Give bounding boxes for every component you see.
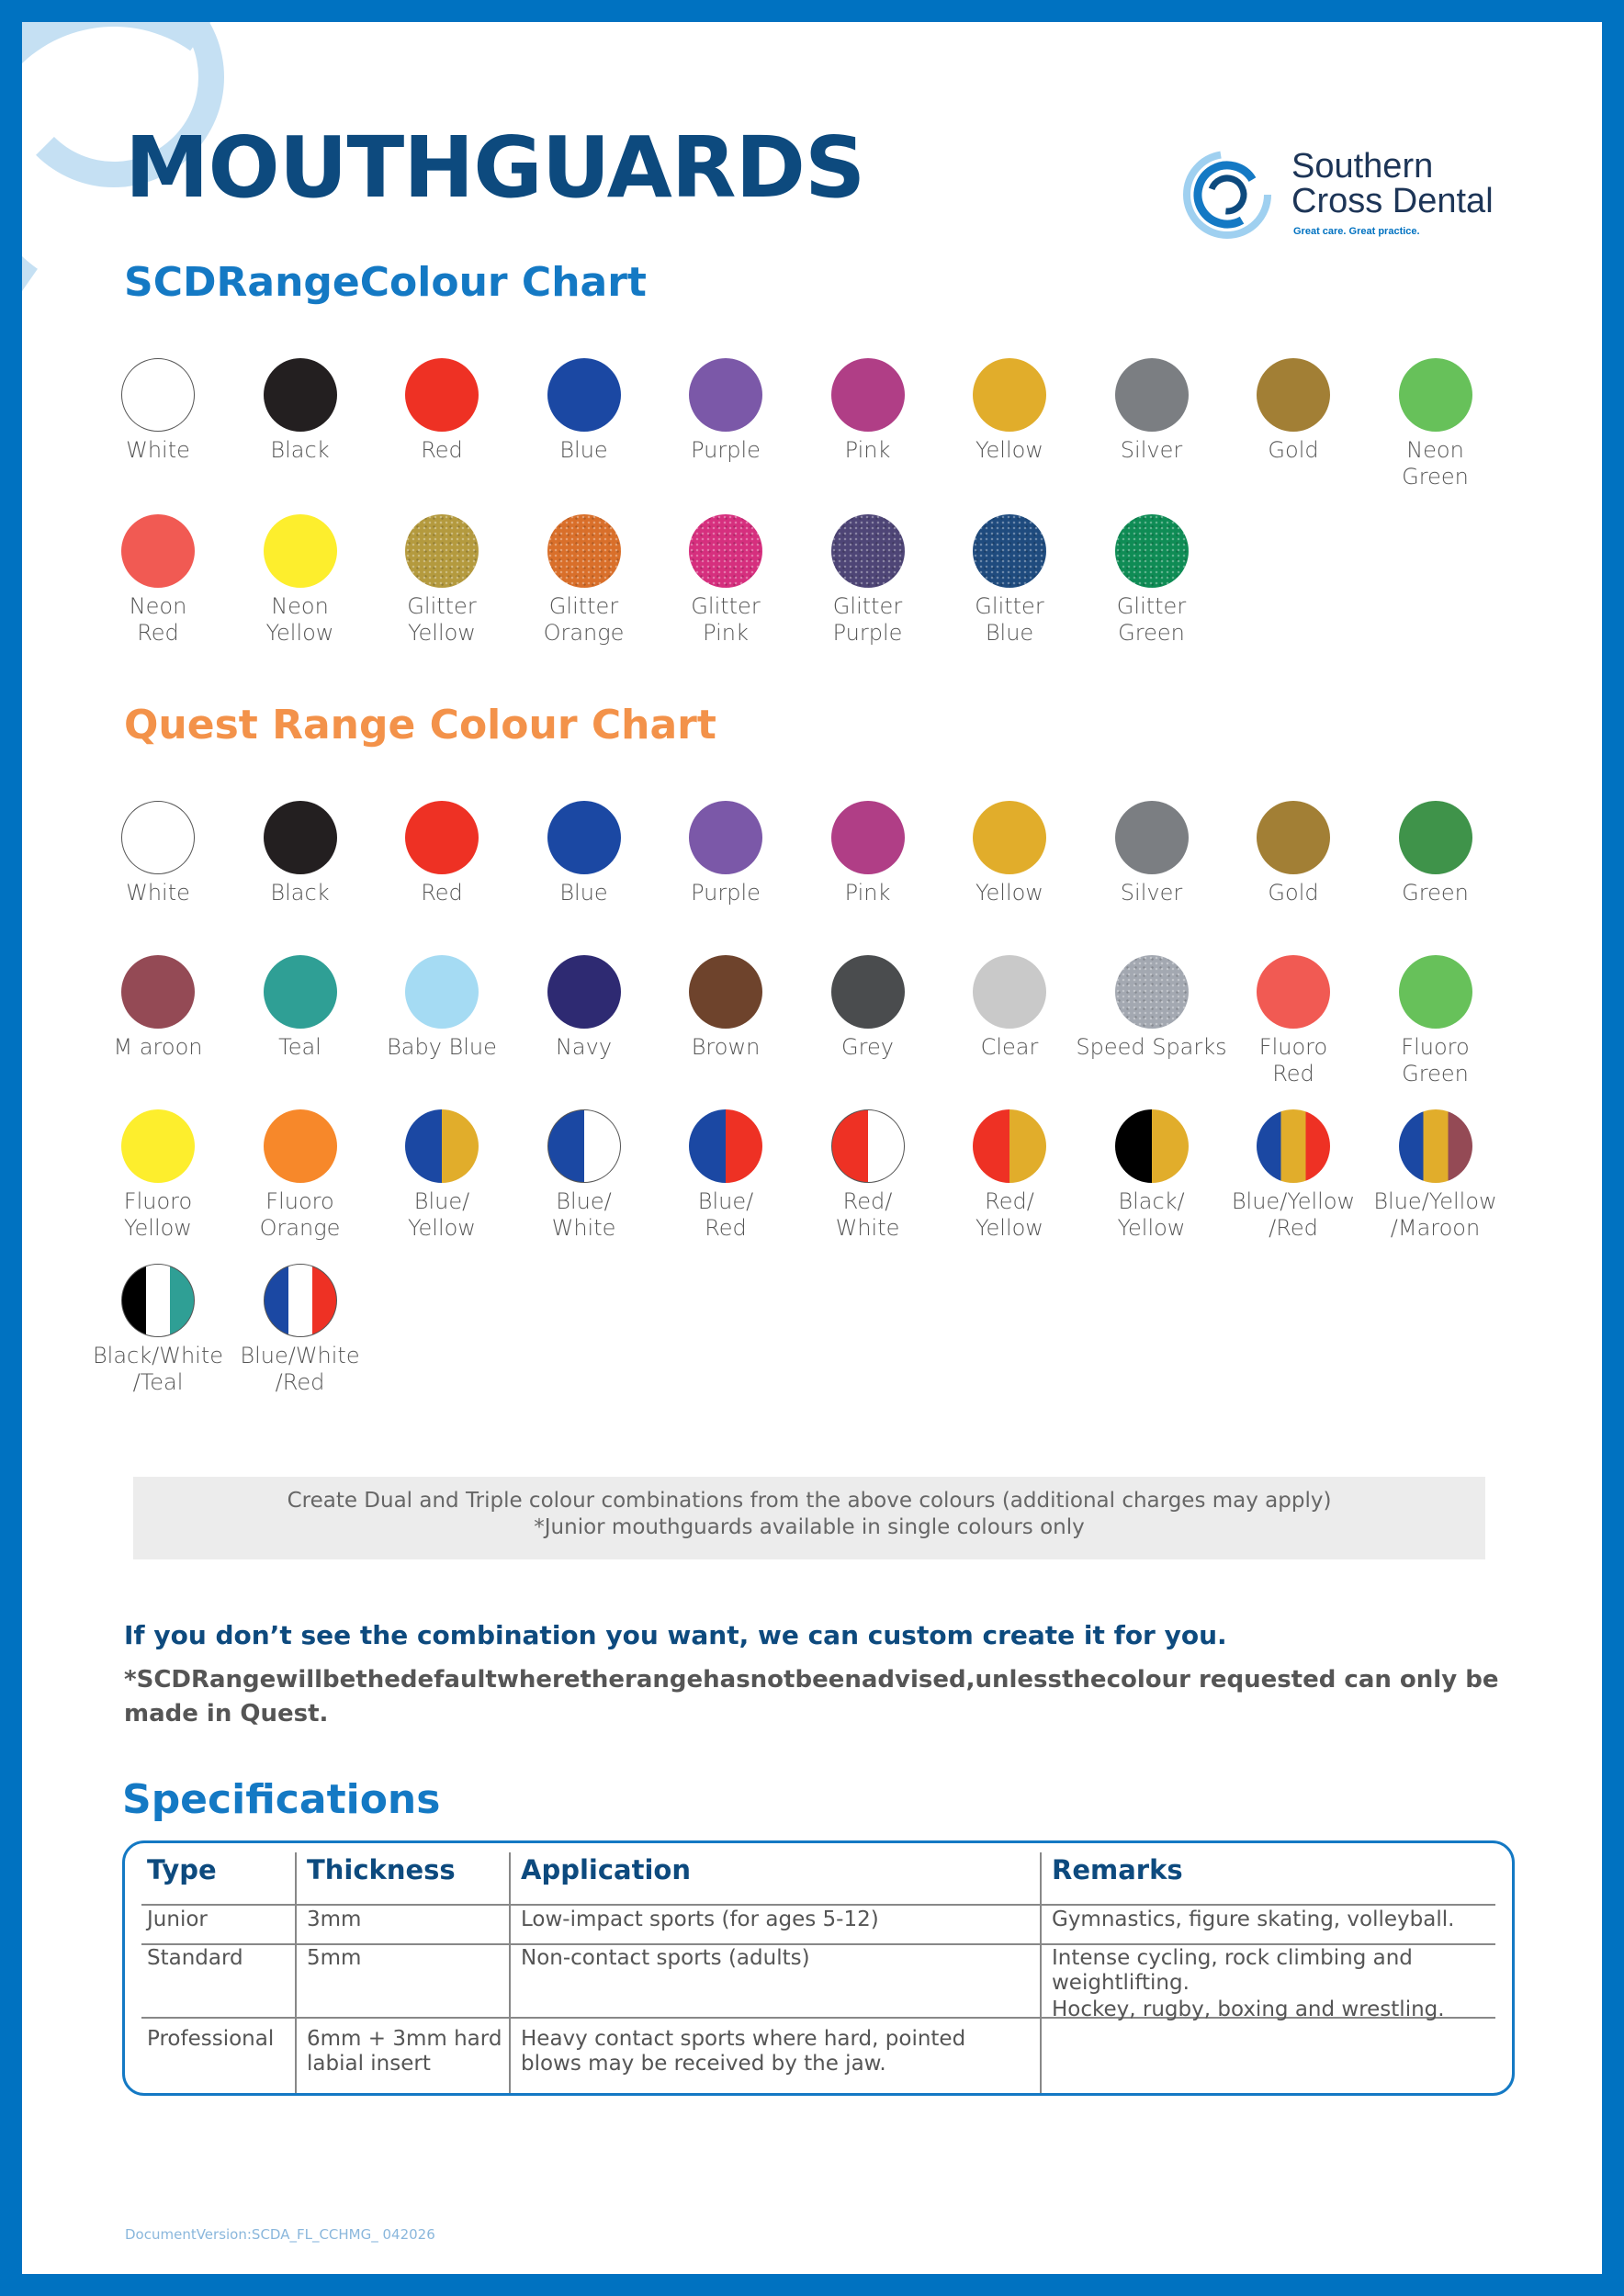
row-junior-application: Low-impact sports (for ages 5-12) <box>521 1908 879 1931</box>
colour-dot-icon <box>121 801 195 874</box>
company-logo <box>1181 130 1530 250</box>
colour-dot-icon <box>689 801 762 874</box>
header-type: Type <box>147 1854 217 1885</box>
colour-swatch <box>222 801 378 906</box>
row-professional-remarks: Hockey, rugby, boxing and wrestling. <box>1052 1998 1445 2021</box>
specifications-table <box>122 1840 1515 2096</box>
colour-dot-icon <box>831 514 905 588</box>
colour-label: Yellow <box>976 880 1043 906</box>
logo-swirl-icon <box>1181 149 1273 241</box>
colour-dot-icon <box>1399 801 1472 874</box>
colour-label: Pink <box>844 437 891 463</box>
colour-dot-icon <box>1115 955 1189 1029</box>
column-divider <box>509 1852 511 2093</box>
specifications-heading: Specifications <box>122 1776 441 1823</box>
colour-dot-icon <box>1399 955 1472 1029</box>
colour-dot-icon <box>264 514 337 588</box>
colour-label: Glitter Green <box>1116 593 1187 646</box>
row-standard-type: Standard <box>147 1946 243 1970</box>
colour-dot-icon <box>973 955 1046 1029</box>
colour-label: Blue/Yellow /Maroon <box>1373 1188 1497 1241</box>
colour-swatch <box>648 955 804 1061</box>
colour-label: Navy <box>555 1034 613 1060</box>
colour-dot-icon <box>1399 358 1472 432</box>
colour-swatch <box>506 801 662 906</box>
column-divider <box>1040 1852 1042 2093</box>
quest-range-heading: Quest Range Colour Chart <box>124 702 716 748</box>
colour-dot-icon <box>121 1109 195 1183</box>
default-range-note: *SCDRangewillbethedefaultwheretherangehasnotbeenadvised,unlessthecolour requested can only be made in Quest. <box>124 1666 1499 1728</box>
document-page <box>22 22 1602 2274</box>
colour-swatch <box>222 1264 378 1396</box>
colour-label: Neon Green <box>1402 437 1469 490</box>
row-professional-type: Professional <box>147 2027 275 2051</box>
colour-label: Glitter Orange <box>543 593 625 646</box>
colour-label: Teal <box>278 1034 321 1060</box>
colour-swatch <box>364 955 520 1061</box>
header-application: Application <box>521 1854 691 1885</box>
row-divider <box>141 1943 1495 1945</box>
colour-dot-icon <box>405 801 479 874</box>
colour-label: Red <box>421 880 463 906</box>
colour-label: Blue/ White <box>551 1188 616 1241</box>
colour-swatch <box>790 955 946 1061</box>
colour-dot-icon <box>121 358 195 432</box>
colour-label: Baby Blue <box>387 1034 497 1060</box>
colour-swatch <box>1074 801 1230 906</box>
colour-dot-icon <box>1257 1109 1330 1183</box>
colour-dot-icon <box>831 1109 905 1183</box>
colour-dot-icon <box>831 801 905 874</box>
colour-label: Purple <box>691 437 761 463</box>
colour-swatch <box>80 955 236 1061</box>
note-line-1: Create Dual and Triple colour combinations from the above colours (additional charges may apply) <box>287 1489 1332 1513</box>
colour-swatch <box>931 955 1088 1061</box>
colour-dot-icon <box>689 358 762 432</box>
colour-dot-icon <box>264 801 337 874</box>
colour-dot-icon <box>547 358 621 432</box>
colour-swatch <box>222 358 378 464</box>
colour-dot-icon <box>547 955 621 1029</box>
colour-swatch <box>790 358 946 464</box>
colour-label: Blue <box>559 437 608 463</box>
colour-dot-icon <box>1257 955 1330 1029</box>
colour-swatch <box>1074 514 1230 647</box>
colour-dot-icon <box>405 358 479 432</box>
row-divider <box>141 1904 1495 1906</box>
colour-label: White <box>126 880 190 906</box>
colour-swatch <box>1215 1109 1371 1242</box>
colour-swatch <box>1358 358 1514 490</box>
scd-range-heading: SCDRangeColour Chart <box>124 259 647 306</box>
colour-label: Black <box>270 880 330 906</box>
colour-label: Silver <box>1120 437 1183 463</box>
colour-swatch <box>1358 1109 1514 1242</box>
colour-label: Red/ Yellow <box>976 1188 1043 1241</box>
colour-swatch <box>506 358 662 464</box>
colour-label: Red/ White <box>835 1188 900 1241</box>
colour-swatch <box>1358 955 1514 1087</box>
colour-label: Black/ Yellow <box>1117 1188 1186 1241</box>
colour-swatch <box>80 358 236 464</box>
colour-label: Black/White /Teal <box>92 1343 224 1395</box>
colour-dot-icon <box>831 955 905 1029</box>
colour-swatch <box>506 514 662 647</box>
colour-label: Purple <box>691 880 761 906</box>
colour-label: Silver <box>1120 880 1183 906</box>
colour-swatch <box>364 801 520 906</box>
colour-swatch <box>364 358 520 464</box>
row-junior-type: Junior <box>147 1908 208 1931</box>
colour-label: Fluoro Orange <box>259 1188 341 1241</box>
colour-label: Green <box>1402 880 1469 906</box>
colour-label: Fluoro Yellow <box>123 1188 193 1241</box>
row-junior-remarks: Gymnastics, figure skating, volleyball. <box>1052 1908 1455 1931</box>
colour-dot-icon <box>1257 801 1330 874</box>
colour-label: Blue/ Red <box>697 1188 754 1241</box>
colour-label: Speed Sparks <box>1076 1034 1227 1060</box>
note-line-2: *Junior mouthguards available in single colours only <box>534 1515 1085 1539</box>
colour-label: Gold <box>1268 437 1319 463</box>
colour-label: Yellow <box>976 437 1043 463</box>
colour-label: Fluoro Red <box>1258 1034 1328 1086</box>
row-junior-thickness: 3mm <box>307 1908 362 1931</box>
colour-dot-icon <box>973 358 1046 432</box>
colour-dot-icon <box>689 514 762 588</box>
row-standard-application: Non-contact sports (adults) <box>521 1946 810 1970</box>
header-remarks: Remarks <box>1052 1854 1183 1885</box>
colour-swatch <box>222 514 378 647</box>
colour-dot-icon <box>264 1109 337 1183</box>
colour-label: Red <box>421 437 463 463</box>
colour-label: Pink <box>844 880 891 906</box>
colour-dot-icon <box>264 358 337 432</box>
colour-swatch <box>1215 955 1371 1087</box>
colour-swatch <box>222 1109 378 1242</box>
colour-swatch <box>931 1109 1088 1242</box>
colour-dot-icon <box>973 801 1046 874</box>
colour-label: Gold <box>1268 880 1319 906</box>
colour-dot-icon <box>1115 358 1189 432</box>
colour-swatch <box>931 358 1088 464</box>
row-standard-remarks: Intense cycling, rock climbing and weightlifting. <box>1052 1946 1413 1995</box>
colour-label: Brown <box>691 1034 761 1060</box>
colour-label: Clear <box>980 1034 1039 1060</box>
colour-swatch <box>1074 1109 1230 1242</box>
colour-swatch <box>1358 801 1514 906</box>
colour-label: Blue/ Yellow <box>408 1188 476 1241</box>
colour-dot-icon <box>1399 1109 1472 1183</box>
row-standard-thickness: 5mm <box>307 1946 362 1970</box>
colour-label: Neon Red <box>129 593 187 646</box>
colour-swatch <box>80 1264 236 1396</box>
colour-dot-icon <box>264 955 337 1029</box>
colour-dot-icon <box>831 358 905 432</box>
colour-dot-icon <box>689 1109 762 1183</box>
colour-swatch <box>364 514 520 647</box>
combination-note <box>133 1477 1485 1559</box>
colour-label: Glitter Purple <box>832 593 903 646</box>
document-version: DocumentVersion:SCDA_FL_CCHMG_ 042026 <box>125 2226 435 2243</box>
colour-dot-icon <box>264 1264 337 1337</box>
colour-swatch <box>790 801 946 906</box>
row-professional-application: Heavy contact sports where hard, pointed blows may be received by the jaw. <box>521 2027 966 2076</box>
colour-label: Glitter Yellow <box>407 593 477 646</box>
colour-swatch <box>648 1109 804 1242</box>
colour-dot-icon <box>973 1109 1046 1183</box>
header-thickness: Thickness <box>307 1854 456 1885</box>
colour-dot-icon <box>405 1109 479 1183</box>
colour-swatch <box>364 1109 520 1242</box>
colour-swatch <box>931 514 1088 647</box>
colour-swatch <box>931 801 1088 906</box>
colour-label: Fluoro Green <box>1401 1034 1470 1086</box>
page-title: MOUTHGUARDS <box>125 118 865 217</box>
colour-swatch <box>80 801 236 906</box>
colour-dot-icon <box>689 955 762 1029</box>
colour-swatch <box>1074 358 1230 464</box>
colour-swatch <box>648 358 804 464</box>
colour-dot-icon <box>121 955 195 1029</box>
colour-dot-icon <box>973 514 1046 588</box>
colour-label: M aroon <box>113 1034 203 1060</box>
colour-dot-icon <box>1115 514 1189 588</box>
colour-dot-icon <box>405 955 479 1029</box>
colour-dot-icon <box>121 514 195 588</box>
colour-swatch <box>80 1109 236 1242</box>
colour-swatch <box>790 1109 946 1242</box>
colour-dot-icon <box>547 1109 621 1183</box>
column-divider <box>295 1852 297 2093</box>
colour-dot-icon <box>1257 358 1330 432</box>
colour-dot-icon <box>547 801 621 874</box>
colour-swatch <box>1074 955 1230 1061</box>
colour-swatch <box>506 955 662 1061</box>
logo-tagline: Great care. Great practice. <box>1293 226 1420 237</box>
colour-label: Grey <box>841 1034 894 1060</box>
colour-swatch <box>506 1109 662 1242</box>
colour-label: Glitter Blue <box>975 593 1044 646</box>
custom-combination-heading: If you don’t see the combination you want, we can custom create it for you. <box>124 1620 1227 1650</box>
colour-dot-icon <box>405 514 479 588</box>
colour-label: Neon Yellow <box>265 593 334 646</box>
colour-swatch <box>648 801 804 906</box>
logo-text-line1: Southern <box>1291 147 1434 186</box>
colour-swatch <box>1215 358 1371 464</box>
colour-swatch <box>648 514 804 647</box>
colour-dot-icon <box>1115 801 1189 874</box>
colour-swatch <box>1215 801 1371 906</box>
colour-swatch <box>790 514 946 647</box>
colour-dot-icon <box>1115 1109 1189 1183</box>
logo-text-line2: Cross Dental <box>1291 182 1494 220</box>
colour-label: Blue/White /Red <box>240 1343 360 1395</box>
colour-label: Black <box>270 437 330 463</box>
colour-label: White <box>126 437 190 463</box>
colour-label: Glitter Pink <box>691 593 761 646</box>
colour-label: Blue/Yellow /Red <box>1231 1188 1356 1241</box>
colour-label: Blue <box>559 880 608 906</box>
colour-dot-icon <box>547 514 621 588</box>
row-professional-thickness: 6mm + 3mm hard labial insert <box>307 2027 502 2076</box>
colour-swatch <box>80 514 236 647</box>
colour-dot-icon <box>121 1264 195 1337</box>
colour-swatch <box>222 955 378 1061</box>
